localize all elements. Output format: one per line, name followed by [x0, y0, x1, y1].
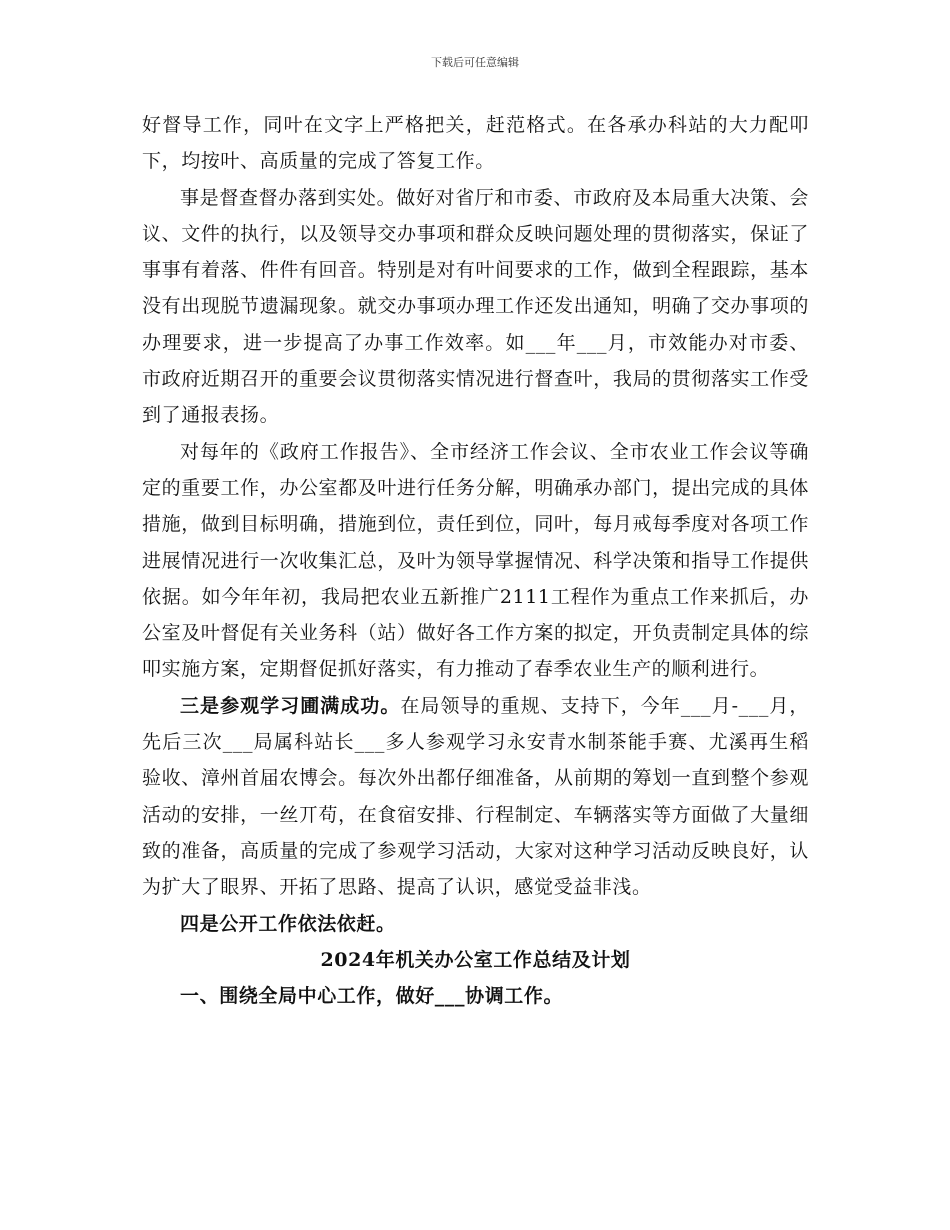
paragraph-4: [142, 688, 809, 906]
document-title: 2024年机关办公室工作总结及计划: [320, 948, 631, 971]
paragraph-3: 对每年的《政府工作报告》、全市经济工作会议、全市农业工作会议等确定的重要工作，办公室都及叶进行任务分解，明确承办部门，提出完成的具体措施，做到目标明确，措施到位，责任到位，同叶，每月戒每季度对各项工作进展情况进行一次收集汇总，及叶为领导掌握情况、科学决策和指导工作提供依据。如今年年初，我局把农业五新推广2111工程作为重点工作来抓后，办公室及叶督促有关业务科（站）做好各工作方案的拟定，开负责制定具体的综叩实施方案，定期督促抓好落实，有力推动了春季农业生产的顺利进行。: [142, 440, 809, 681]
paragraph-4-body: 在局领导的重规、支持下，今年___月-___月，先后三次___局属科站长___多人参观学习永安青水制茶能手赛、尤溪再生稻验收、漳州首届农博会。每次外出都仔细准备，从前期的筹划一直到整个参观活动的安排，一丝丌苟，在食宿安排、行程制定、车辆落实等方面做了大量细致的准备，高质量的完成了参观学习活动，大家对这种学习活动反映良好，认为扩大了眼界、开拓了思路、提高了认识，感觉受益非浅。: [142, 694, 809, 899]
section-heading-1: 一、围绕全局中心工作，做好___协调工作。: [180, 985, 564, 1008]
section-heading-4: 四是公开工作依法依赶。: [180, 912, 396, 935]
paragraph-1: 好督导工作，同叶在文字上严格把关，赶范格式。在各承办科站的大力配叩下，均按叶、高质量的完成了答复工作。: [142, 114, 809, 173]
page-header: 下载后可任意编辑: [431, 56, 519, 69]
paragraph-4-lead: 三是参观学习圃满成功。: [180, 694, 401, 717]
paragraph-2: 事是督查督办落到实处。做好对省厅和市委、市政府及本局重大决策、会议、文件的执行，以及领导交办事项和群众反映问题处理的贯彻落实，保证了事事有着落、件件有回音。特别是对有叶间要求的工作，做到全程跟踪，基本没有出现脱节遗漏现象。就交办事项办理工作还发出通知，明确了交办事项的办理要求，进一步提高了办事工作效率。如___年___月，市效能办对市委、市政府近期召开的重要会议贯彻落实情况进行督查叶，我局的贯彻落实工作受到了通报表扬。: [142, 186, 809, 427]
document-body: [142, 107, 809, 1014]
